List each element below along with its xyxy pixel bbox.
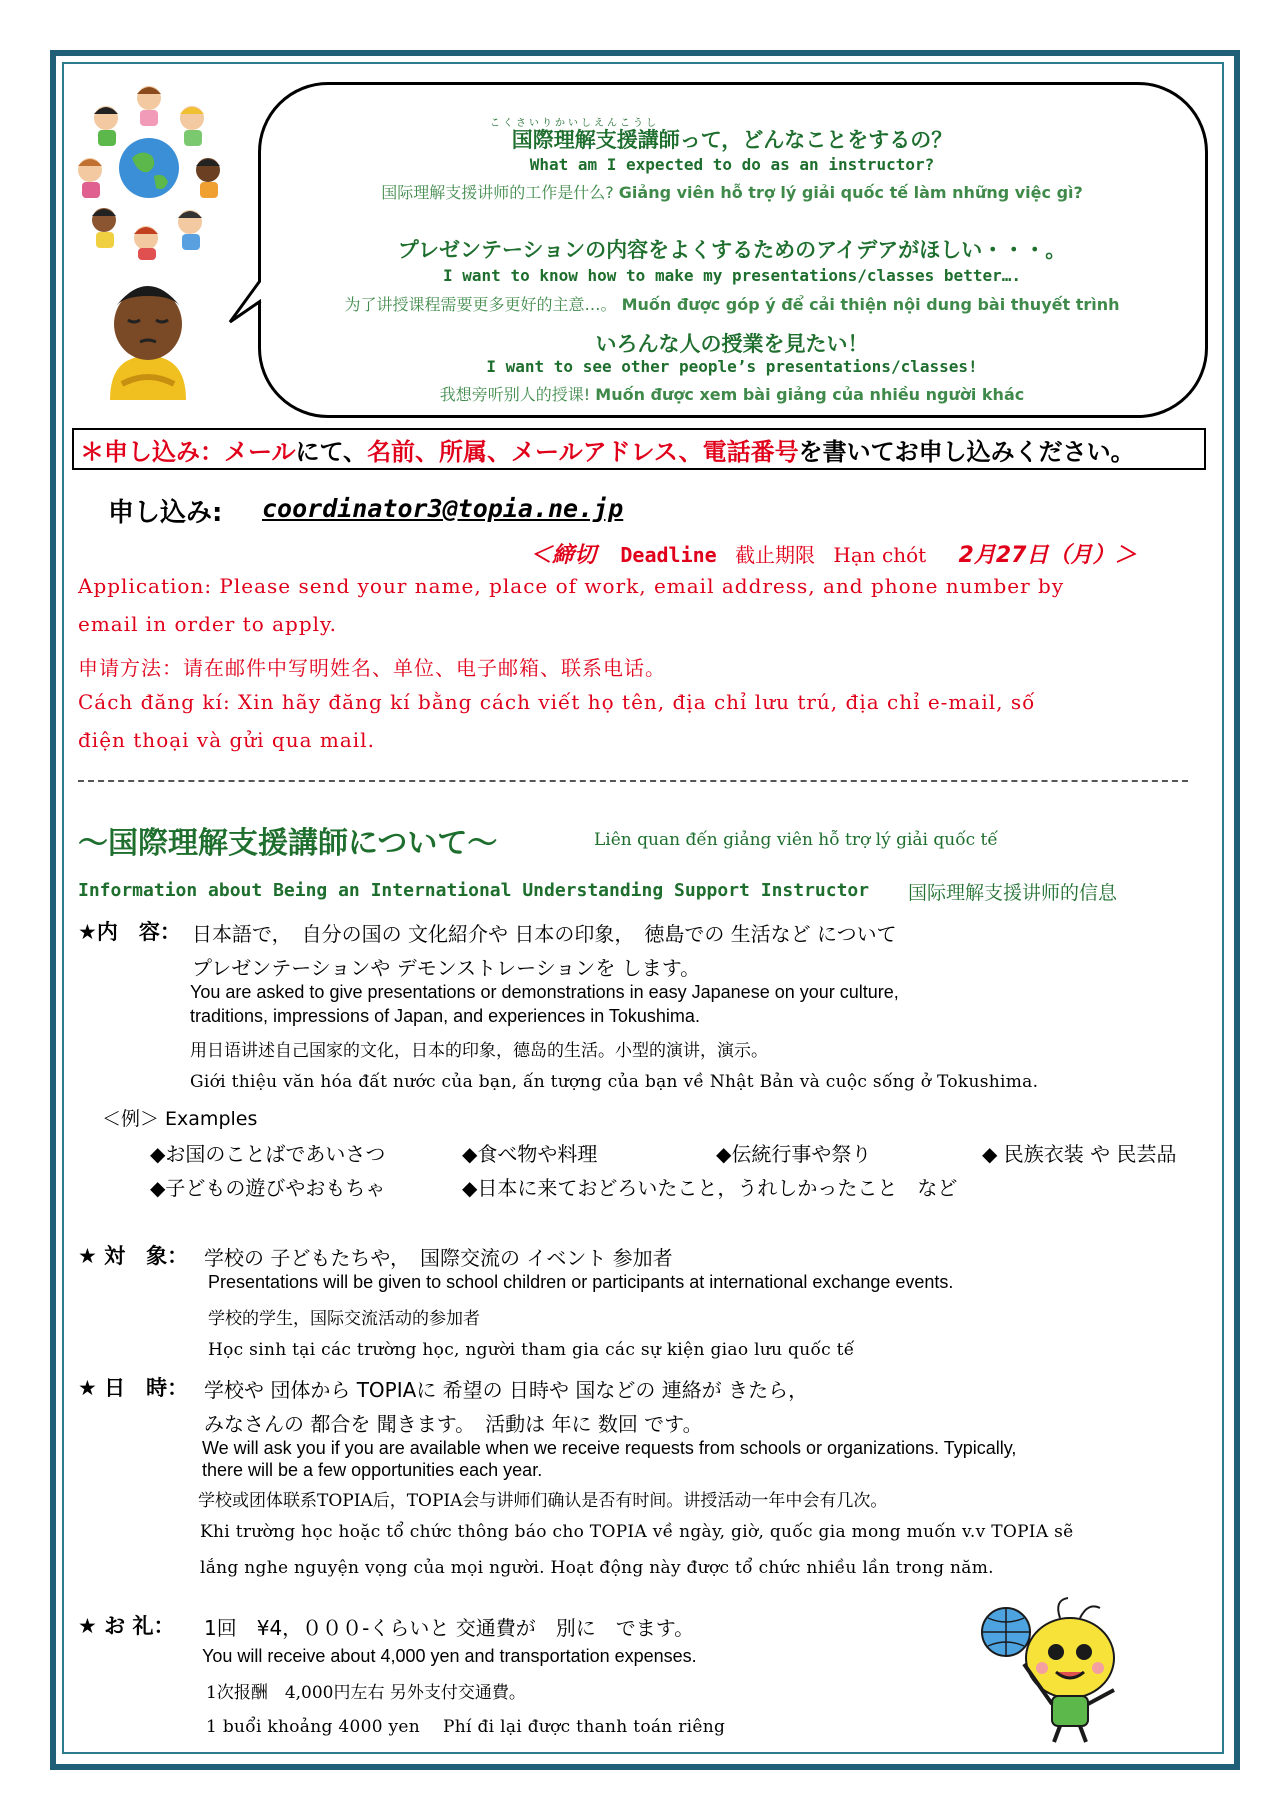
content-label: ★内 容：: [78, 920, 181, 944]
content-en2: traditions, impressions of Japan, and experiences in Tokushima.: [190, 1006, 700, 1026]
apply-method: 申し込み：メール: [104, 438, 296, 466]
apply-email-link[interactable]: coordinator3@topia.ne.jp: [262, 494, 624, 523]
schedule-cn: 学校或团体联系TOPIA后，TOPIA会与讲师们确认是否有时间。讲授活动一年中会有几次。: [198, 1491, 888, 1511]
question2-cn-vn: [262, 292, 1202, 315]
example-greetings: ◆お国のことばであいさつ: [150, 1142, 386, 1166]
deadline-vn: Hạn chót: [833, 543, 927, 567]
deadline-date: 2月27日（月）＞: [958, 543, 1137, 568]
example-festivals: ◆伝統行事や祭り: [716, 1142, 872, 1166]
question2-jp: プレゼンテーションの内容をよくするためのアイデアがほしい・・・。: [397, 238, 1067, 262]
example-toys: ◆子どもの遊びやおもちゃ: [150, 1176, 386, 1200]
content-en1: You are asked to give presentations or demonstrations in easy Japanese on your culture,: [190, 982, 899, 1002]
reward-en: You will receive about 4,000 yen and transportation expenses.: [202, 1646, 697, 1666]
target-cn: 学校的学生，国际交流活动的参加者: [208, 1309, 480, 1329]
target-vn: Học sinh tại các trường học, người tham gia các sự kiện giao lưu quốc tế: [208, 1340, 855, 1360]
q1-ruby: こくさいりかいしえんこうし: [490, 118, 659, 129]
content-vn: Giới thiệu văn hóa đất nước của bạn, ấn tượng của bạn về Nhật Bản và cuộc sống ở Tokushima.: [190, 1072, 1039, 1092]
about-title-en: Information about Being an International Understanding Support Instructor: [78, 880, 870, 901]
thinking-man-illustration: [102, 280, 194, 400]
deadline-jp: ＜締切: [530, 543, 597, 568]
apply-en-line1: Application: Please send your name, place of work, email address, and phone number by: [78, 574, 1065, 598]
mascot-illustration: [972, 1596, 1132, 1744]
question3-vn: Muốn được xem bài giảng của nhiều người khác: [595, 385, 1025, 404]
reward-jp: 1回 ¥4，０００-くらいと 交通費が 別に でます。: [204, 1616, 695, 1640]
schedule-jp1: 学校や 団体から TOPIAに 希望の 日時や 国などの 連絡が きたら，: [204, 1378, 809, 1402]
schedule-vn1: Khi trường học hoặc tổ chức thông báo cho TOPIA về ngày, giờ, quốc gia mong muốn v.v TOPIA sẽ: [200, 1522, 1074, 1542]
about-title-vn: Liên quan đến giảng viên hỗ trợ lý giải quốc tế: [594, 830, 998, 850]
question1-cn: 国际理解支援讲师的工作是什么?: [381, 183, 614, 202]
apply-vn-line1: Cách đăng kí: Xin hãy đăng kí bằng cách viết họ tên, địa chỉ lưu trú, địa chỉ e-mail, số: [78, 690, 1036, 714]
question3-cn: 我想旁听别人的授课!: [439, 385, 591, 404]
schedule-vn2: lắng nghe nguyện vọng của mọi người. Hoạt động này được tổ chức nhiều lần trong năm.: [200, 1558, 994, 1578]
question1-vn: Giảng viên hỗ trợ lý giải quốc tế làm những việc gì?: [618, 183, 1083, 202]
about-title-jp: 〜国際理解支援講師について〜: [78, 826, 498, 861]
reward-cn: 1次报酬 4,000円左右 另外支付交通費。: [206, 1683, 526, 1703]
schedule-jp2: みなさんの 都合を 聞きます。 活動は 年に 数回 です。: [204, 1412, 703, 1436]
deadline-cn: 截止期限: [735, 543, 816, 567]
children-globe-illustration: [74, 80, 224, 260]
target-label: ★ 対 象：: [78, 1244, 189, 1268]
question3-jp: いろんな人の授業を見たい！: [595, 332, 869, 356]
content-cn: 用日语讲述自己国家的文化，日本的印象，德岛的生活。小型的演讲，演示。: [190, 1041, 768, 1061]
deadline-en: Deadline: [620, 543, 717, 567]
question2-vn: Muốn được góp ý để cải thiện nội dung bài thuyết trình: [621, 295, 1120, 314]
application-box-text: [80, 432, 1135, 467]
example-food: ◆食べ物や料理: [462, 1142, 598, 1166]
example-surprises: ◆日本に来ておどろいたこと，うれしかったこと など: [462, 1176, 958, 1200]
apply-via: にて、: [295, 438, 368, 466]
apply-instruction: を書いてお申し込みください。: [798, 438, 1135, 466]
apply-en-line2: email in order to apply.: [78, 612, 338, 636]
reward-label: ★ お 礼：: [78, 1614, 175, 1638]
examples-label: ＜例＞ Examples: [102, 1108, 258, 1130]
question2-en: I want to know how to make my presentations/classes better….: [443, 266, 1021, 285]
target-jp: 学校の 子どもたちや， 国際交流の イベント 参加者: [204, 1246, 673, 1270]
schedule-label: ★ 日 時：: [78, 1376, 189, 1400]
question1-en: What am I expected to do as an instructor?: [529, 155, 935, 174]
content-jp2: プレゼンテーションや デモンストレーションを します。: [192, 956, 701, 980]
apply-cn: 申请方法：请在邮件中写明姓名、单位、电子邮箱、联系电话。: [78, 656, 666, 680]
target-en: Presentations will be given to school children or participants at international exchange events.: [208, 1272, 954, 1292]
schedule-en1: We will ask you if you are available when we receive requests from schools or organizations. Typically,: [202, 1438, 1017, 1458]
deadline-line: [530, 538, 1136, 569]
schedule-en2: there will be a few opportunities each year.: [202, 1460, 543, 1480]
apply-label: 申し込み:: [108, 498, 223, 528]
apply-vn-line2: điện thoại và gửi qua mail.: [78, 728, 375, 752]
section-divider: [78, 780, 1188, 782]
apply-star: ＊: [80, 438, 104, 466]
question2-cn: 为了讲授课程需要更多更好的主意…。: [344, 295, 617, 314]
application-box: [72, 428, 1206, 470]
reward-vn: 1 buổi khoảng 4000 yen Phí đi lại được thanh toán riêng: [206, 1717, 726, 1737]
content-jp1: 日本語で， 自分の国の 文化紹介や 日本の印象， 徳島での 生活など について: [192, 922, 897, 946]
question3-en: I want to see other people’s presentations/classes!: [486, 357, 978, 376]
apply-required-fields: 名前、所属、メールアドレス、電話番号: [367, 438, 799, 466]
about-title-cn: 国际理解支援讲师的信息: [908, 882, 1118, 904]
example-costumes: ◆ 民族衣装 や 民芸品: [982, 1142, 1177, 1166]
question3-cn-vn: [262, 382, 1202, 405]
question1-cn-vn: [262, 180, 1202, 203]
question1-jp: 国際理解支援講師って，どんなことをするの？: [511, 128, 953, 152]
